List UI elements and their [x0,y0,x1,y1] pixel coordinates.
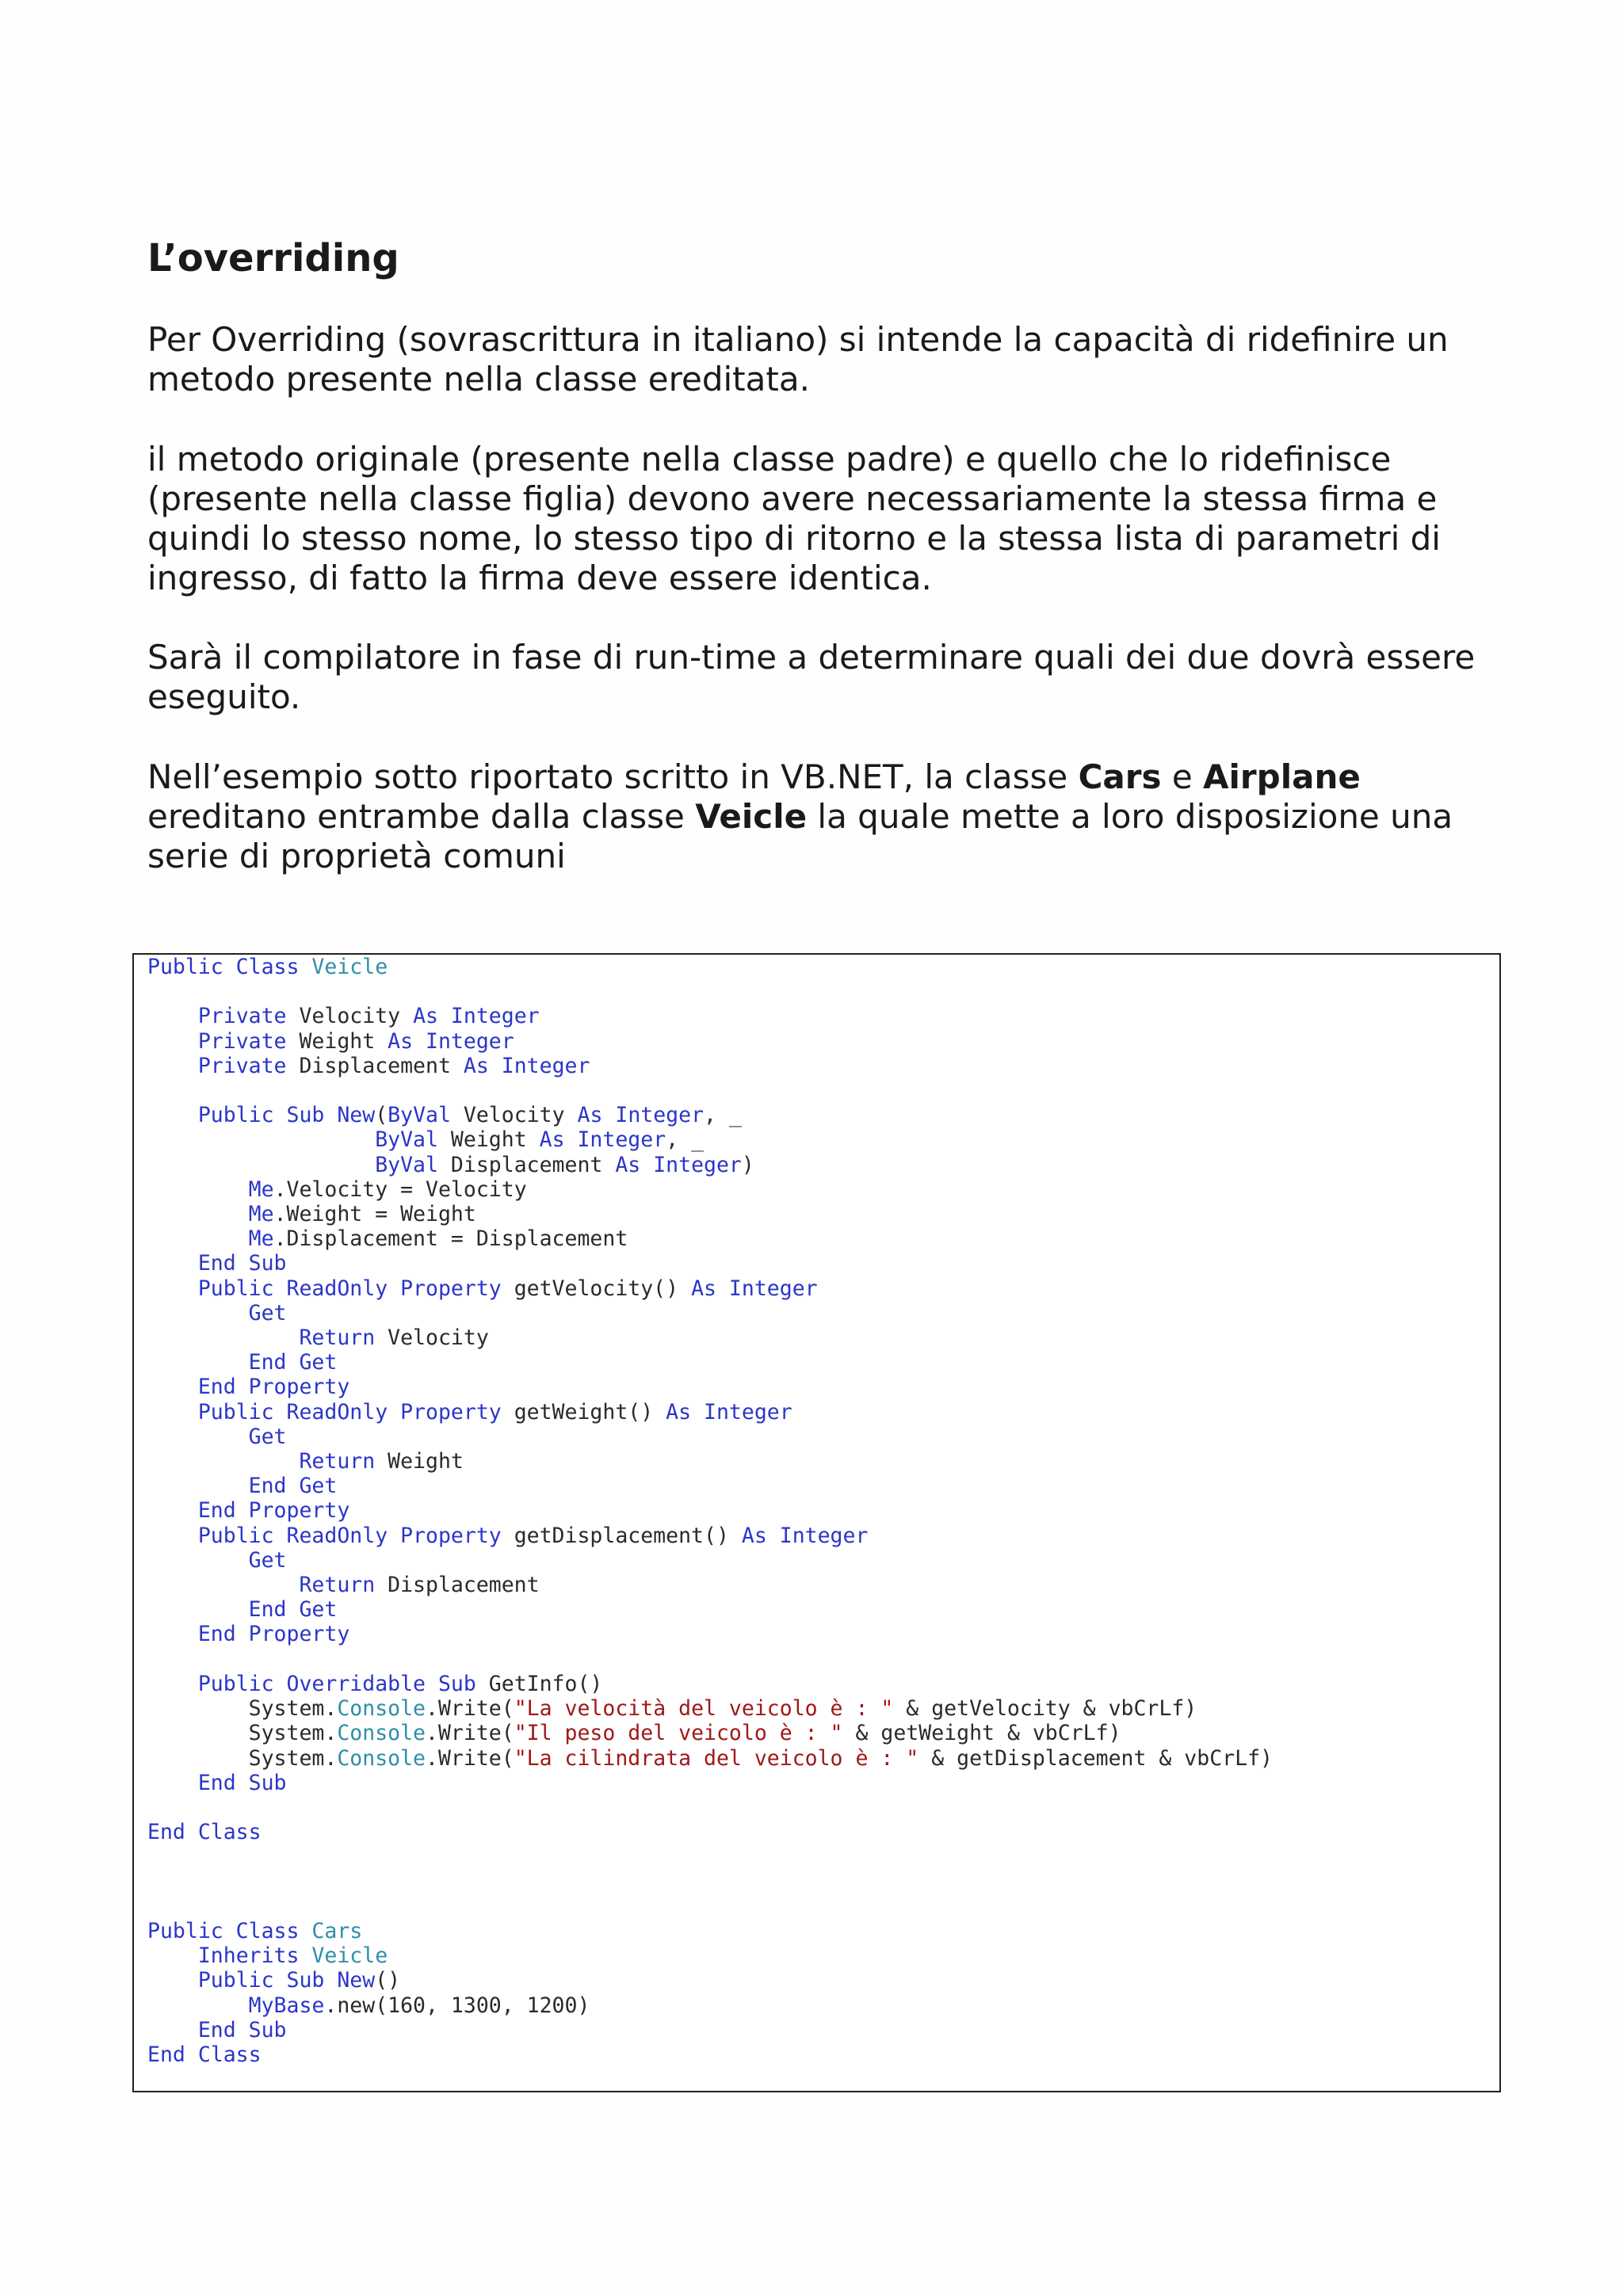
code-line [147,1672,602,1696]
code-line [147,1943,388,1968]
code-line [147,1054,590,1078]
code-line [147,1771,287,1795]
code-token: As Integer [691,1276,818,1301]
code-token: End Property [197,1498,350,1524]
code-line [147,1696,1197,1721]
code-line [147,1301,287,1325]
code-line [147,2042,262,2067]
code-token: End Sub [197,1251,287,1276]
code-token: ByVal [388,1103,451,1128]
code-token: "La cilindrata del veicolo è : " [514,1745,919,1771]
code-token: Public Sub New [197,1968,376,1993]
code-line [147,1820,262,1844]
bold-class-cars: Cars [1078,757,1162,796]
code-token: Inherits [197,1943,312,1969]
code-line [147,1226,628,1251]
code-token [147,1251,198,1276]
code-token: getDisplacement() [501,1523,742,1548]
code-token: End Sub [197,1770,287,1795]
code-token: As Integer [615,1152,742,1177]
code-token: () [375,1968,401,1993]
code-token: Me [248,1177,274,1202]
code-token [147,1622,198,1646]
paragraph-4-text-4: la quale mette a loro disposizione una serie di proprietà comuni [147,797,1453,875]
code-token [147,1375,198,1399]
code-line [147,1746,1273,1771]
code-token: Get [248,1547,287,1573]
code-line [147,1276,818,1301]
code-token [147,1226,249,1251]
code-line [147,955,388,979]
code-token: System. [147,1745,338,1771]
code-line [147,1400,792,1425]
code-line [147,1153,754,1177]
code-token: ByVal [375,1152,438,1177]
code-token: Velocity [450,1103,578,1128]
code-token: Velocity [286,1004,414,1029]
code-token [147,1943,198,1968]
code-token: Private [197,1053,287,1078]
code-listing [147,955,1273,2067]
code-token: End Class [147,1820,262,1845]
code-line [147,1202,476,1226]
paragraph-4-text-3: ereditano entrambe dalla classe [147,797,696,836]
code-token: As Integer [413,1004,540,1029]
code-token: .Write( [426,1696,514,1722]
code-token: Weight [286,1028,388,1054]
code-token [147,1276,198,1301]
code-token [147,1350,249,1375]
code-token [147,1103,198,1127]
code-token: Public ReadOnly Property [197,1399,502,1425]
bold-class-veicle: Veicle [695,797,808,836]
code-token: End Property [197,1622,350,1647]
code-token: GetInfo() [475,1671,603,1696]
code-token: getWeight() [501,1399,666,1425]
paragraph-3: Sarà il compilatore in fase di run-time a determinare quali dei due dovrà essere eseguito. [147,638,1476,716]
code-token [147,2018,198,2042]
code-token: As Integer [463,1053,590,1078]
code-line [147,1548,287,1573]
code-token: As Integer [741,1523,869,1548]
code-token: Console [337,1721,426,1746]
code-token: , _ [704,1103,742,1128]
code-token: End Class [147,2042,262,2067]
code-token: Public Class [147,955,312,979]
code-line [147,1127,704,1152]
code-token: Return [299,1449,376,1474]
code-token: As Integer [666,1399,792,1425]
code-token: System. [147,1696,338,1722]
code-line [147,1029,514,1054]
code-token [147,1301,249,1325]
code-token: ( [375,1103,388,1128]
code-token: Veicle [311,1943,388,1969]
code-token [147,1425,249,1449]
code-token: Cars [311,1918,363,1943]
code-token: "Il peso del veicolo è : " [514,1721,843,1746]
paragraph-2: il metodo originale (presente nella classe padre) e quello che lo ridefinisce (presente nella classe figlia) devono avere necessariamente la stessa firma e quindi lo stesso nome, lo stesso tipo di ritorno e la stessa lista di parametri di ingresso, di fatto la firma deve essere identica. [147,440,1441,597]
code-line [147,1449,464,1474]
code-line [147,1622,349,1646]
code-token: Displacement [286,1053,464,1078]
code-token [147,1325,299,1350]
code-line [147,1524,868,1548]
code-token: .new(160, 1300, 1200) [324,1993,590,2018]
code-token [147,1153,375,1177]
code-token: .Velocity = Velocity [273,1177,527,1202]
code-token: Get [248,1300,287,1325]
code-token [147,1177,249,1202]
code-token: "La velocità del veicolo è : " [514,1696,894,1722]
code-token [147,1474,249,1498]
code-token: .Displacement = Displacement [273,1226,628,1252]
code-token: End Get [248,1474,338,1499]
paragraph-4 [147,757,1495,876]
code-token: , _ [666,1127,705,1153]
code-token: Veicle [311,955,388,979]
code-token: Velocity [375,1325,489,1351]
paragraph-1: Per Overriding (sovrascrittura in italiano) si intende la capacità di ridefinire un metodo presente nella classe ereditata. [147,320,1449,399]
code-token: Me [248,1226,274,1252]
paragraph-4-text-1: Nell’esempio sotto riportato scritto in VB.NET, la classe [147,757,1079,796]
code-line [147,1103,742,1127]
code-token: Displacement [375,1573,540,1598]
code-line [147,1498,349,1523]
code-token: System. [147,1721,338,1746]
code-token [147,1029,198,1054]
code-line [147,1597,337,1622]
code-token [147,1400,198,1425]
code-line [147,1375,349,1399]
code-token: Public Class [147,1918,312,1943]
code-token: Weight [375,1449,464,1474]
code-line [147,1177,527,1202]
code-token [147,1498,198,1523]
code-listing-box [132,953,1501,2092]
code-token: ByVal [375,1127,438,1153]
code-line [147,1919,362,1943]
code-token: Return [299,1325,376,1351]
code-line [147,1968,400,1993]
code-token: Weight [437,1127,540,1153]
code-token [147,1672,198,1696]
code-token [147,1573,299,1597]
code-token: Displacement [437,1152,616,1177]
code-token: & getVelocity & vbCrLf) [893,1696,1197,1722]
code-line [147,1993,590,2018]
code-token: Me [248,1202,274,1227]
paragraph-4-text-2: e [1161,757,1204,796]
code-token: End Property [197,1375,350,1400]
code-token: Public ReadOnly Property [197,1523,502,1548]
code-token: & getDisplacement & vbCrLf) [918,1745,1273,1771]
code-token [147,1993,249,2018]
code-token: .Write( [426,1721,514,1746]
code-token: Public ReadOnly Property [197,1276,502,1301]
code-token: Private [197,1028,287,1054]
code-token: Public Overridable Sub [197,1671,476,1696]
code-token: ) [741,1152,754,1177]
code-token [147,1524,198,1548]
bold-class-airplane: Airplane [1203,757,1361,796]
code-token: End Get [248,1597,338,1623]
code-token [147,1127,375,1152]
code-line [147,1251,287,1276]
section-title: L’overriding [147,236,399,280]
code-token [147,1004,198,1028]
code-token [147,1449,299,1474]
code-token: As Integer [539,1127,666,1153]
code-token: End Sub [197,2017,287,2042]
code-token [147,1968,198,1993]
code-token: & getWeight & vbCrLf) [842,1721,1121,1746]
code-token [147,1054,198,1078]
code-token: getVelocity() [501,1276,692,1301]
code-line [147,1573,540,1597]
code-line [147,1350,337,1375]
code-token: .Weight = Weight [273,1202,476,1227]
code-token: Console [337,1745,426,1771]
code-token [147,1548,249,1573]
code-line [147,1474,337,1498]
code-token: Return [299,1573,376,1598]
code-token: End Get [248,1350,338,1375]
code-token: Get [248,1424,287,1449]
code-token [147,1202,249,1226]
code-token: Private [197,1004,287,1029]
code-line [147,1425,287,1449]
code-token: MyBase [248,1993,325,2018]
code-line [147,1004,540,1028]
code-token [147,1771,198,1795]
code-line [147,2018,287,2042]
code-line [147,1721,1121,1745]
code-token: As Integer [388,1028,514,1054]
code-token: As Integer [577,1103,705,1128]
code-token: .Write( [426,1745,514,1771]
code-token [147,1597,249,1622]
code-line [147,1325,489,1350]
code-token: Public Sub New [197,1103,376,1128]
code-token: Console [337,1696,426,1722]
